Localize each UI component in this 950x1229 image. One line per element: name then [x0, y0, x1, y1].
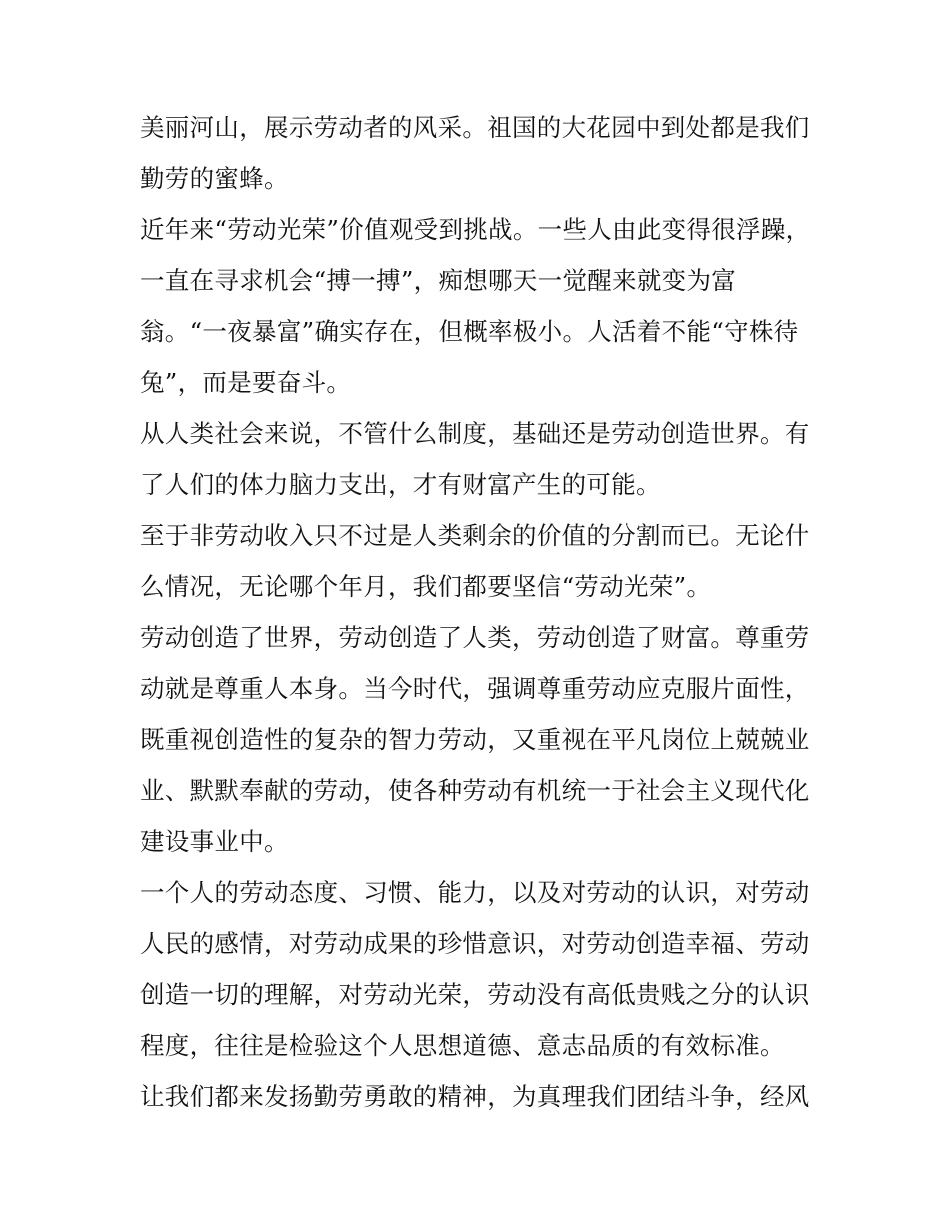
text-line: 劳动创造了世界，劳动创造了人类，劳动创造了财富。尊重劳 [140, 623, 810, 652]
text-line: 建设事业中。 [140, 827, 289, 856]
document-body [140, 102, 820, 1122]
text-line: 既重视创造性的复杂的智力劳动，又重视在平凡岗位上兢兢业 [140, 725, 810, 754]
text-line: 一个人的劳动态度、习惯、能力，以及对劳动的认识，对劳动 [140, 878, 810, 907]
text-line: 美丽河山，展示劳动者的风采。祖国的大花园中到处都是我们 [140, 113, 810, 142]
text-line: 一直在寻求机会“搏一搏”，痴想哪天一觉醒来就变为富 [140, 266, 737, 295]
text-line: 翁。“一夜暴富”确实存在，但概率极小。人活着不能“守株待 [140, 317, 799, 346]
text-line: 从人类社会来说，不管什么制度，基础还是劳动创造世界。有 [140, 419, 810, 448]
text-line: 兔”，而是要奋斗。 [140, 368, 352, 397]
text-line: 了人们的体力脑力支出，才有财富产生的可能。 [140, 470, 661, 499]
text-line: 业、默默奉献的劳动，使各种劳动有机统一于社会主义现代化 [140, 776, 810, 805]
text-line: 至于非劳动收入只不过是人类剩余的价值的分割而已。无论什 [140, 521, 810, 550]
text-line: 程度，往往是检验这个人思想道德、意志品质的有效标准。 [140, 1031, 785, 1060]
text-line: 动就是尊重人本身。当今时代，强调尊重劳动应克服片面性， [140, 674, 810, 703]
text-line: 创造一切的理解，对劳动光荣，劳动没有高低贵贱之分的认识 [140, 980, 810, 1009]
text-line: 近年来“劳动光荣”价值观受到挑战。一些人由此变得很浮躁， [140, 215, 811, 244]
text-line: 让我们都来发扬勤劳勇敢的精神，为真理我们团结斗争，经风 [140, 1082, 810, 1111]
text-line: 勤劳的蜜蜂。 [140, 164, 289, 193]
text-line: 人民的感情，对劳动成果的珍惜意识，对劳动创造幸福、劳动 [140, 929, 810, 958]
text-line: 么情况，无论哪个年月，我们都要坚信“劳动光荣”。 [140, 572, 712, 601]
